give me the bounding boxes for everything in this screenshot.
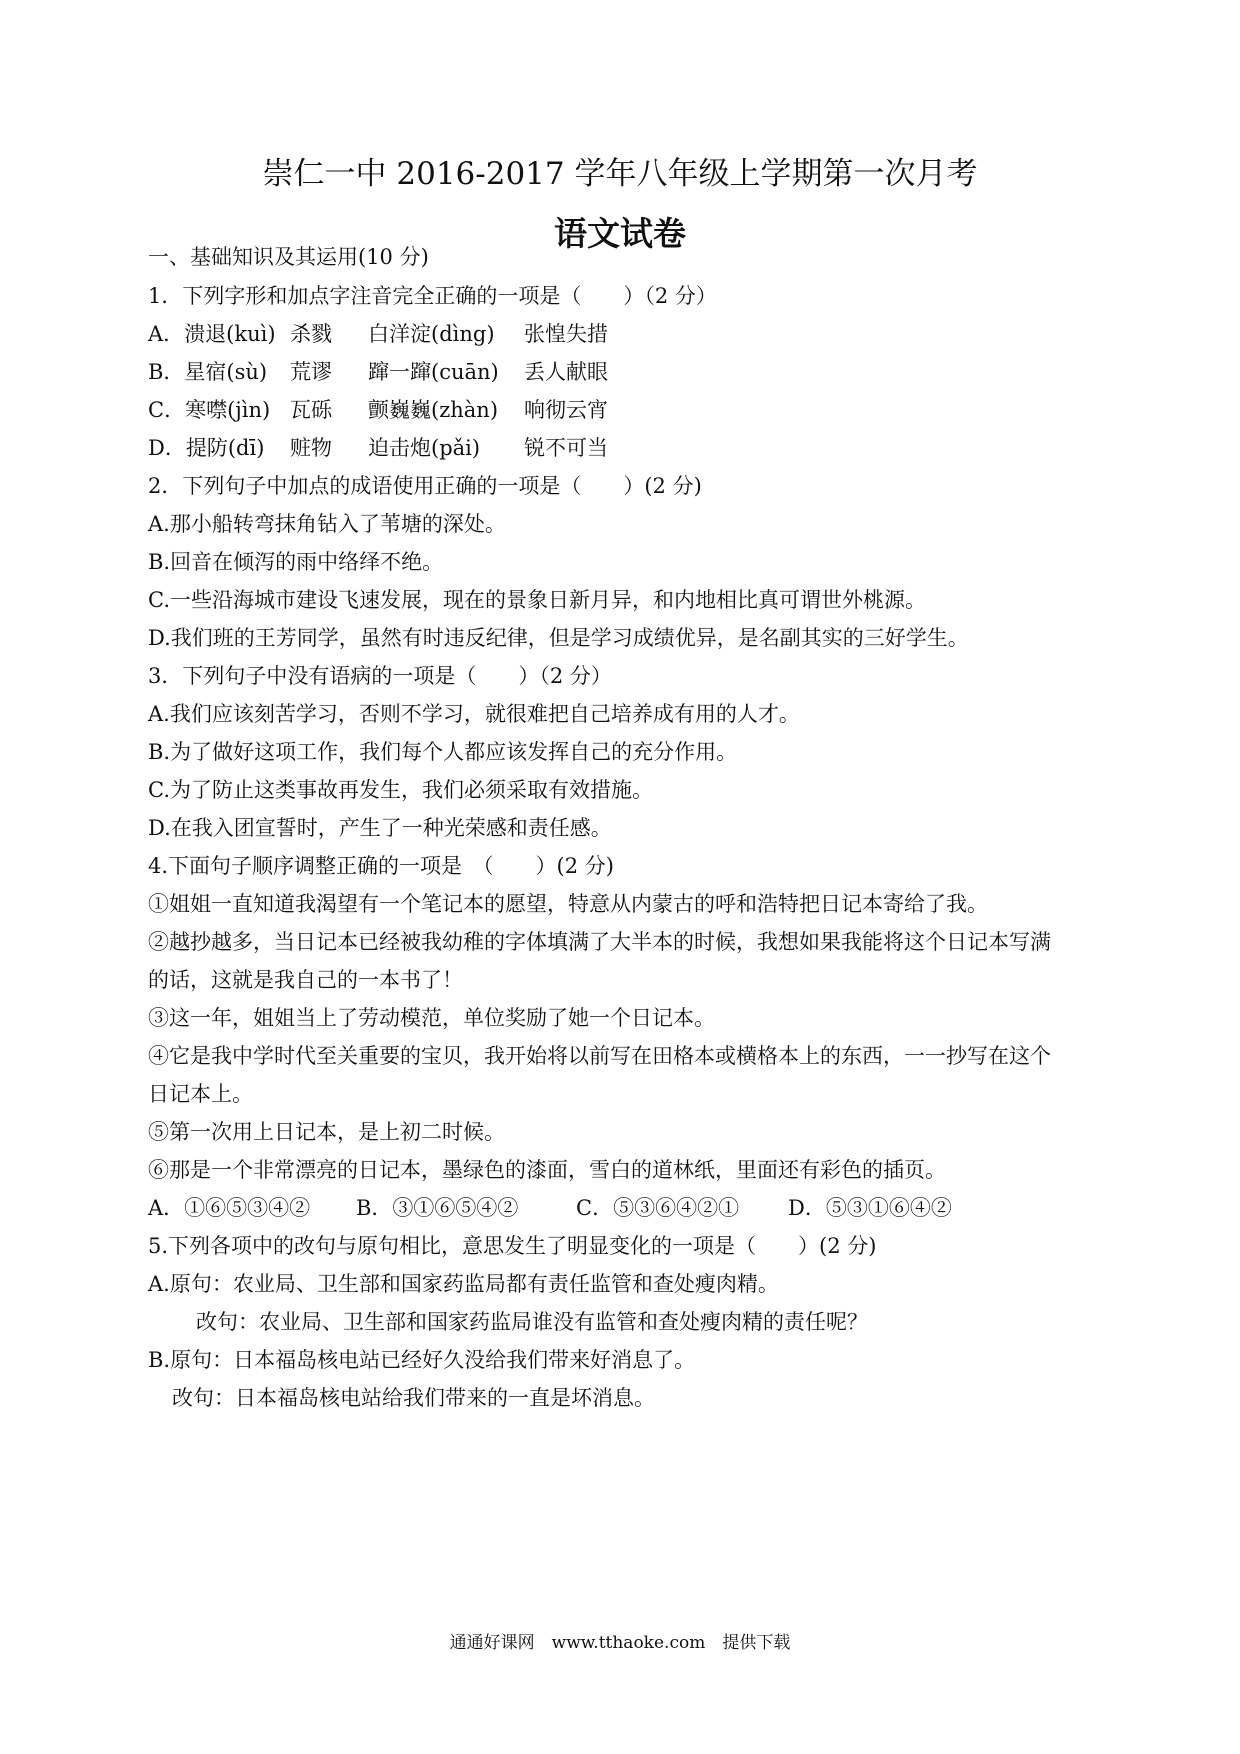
q4-option-c: C．⑤③⑥④②① [576,1196,740,1220]
q1-a-col2: 杀戮 [290,322,332,346]
q4-sentence: ①姐姐一直知道我渴望有一个笔记本的愿望，特意从内蒙古的呼和浩特把日记本寄给了我。 [148,892,988,916]
q5-option-b-original: B.原句：日本福岛核电站已经好久没给我们带来好消息了。 [148,1348,696,1372]
q2-option-c: C.一些沿海城市建设飞速发展，现在的景象日新月异，和内地相比真可谓世外桃源。 [148,588,926,612]
q1-b-col2: 荒谬 [290,360,332,384]
q5-stem: 5.下列各项中的改句与原句相比，意思发生了明显变化的一项是（ ）(2 分) [148,1234,877,1258]
q1-b-col4: 丢人献眼 [524,360,608,384]
q3-option-d: D.在我入团宣誓时，产生了一种光荣感和责任感。 [148,816,612,840]
q4-sentence: ②越抄越多，当日记本已经被我幼稚的字体填满了大半本的时候，我想如果我能将这个日记本写满 [148,930,1051,954]
q4-sentence: ⑤第一次用上日记本，是上初二时候。 [148,1120,505,1144]
q5-option-a-revised: 改句：农业局、卫生部和国家药监局谁没有监管和查处瘦肉精的责任呢？ [196,1310,868,1334]
q3-stem: 3．下列句子中没有语病的一项是（ ）（2 分） [148,664,612,688]
q1-d-col4: 锐不可当 [524,436,608,460]
q1-c-col2: 瓦砾 [290,398,332,422]
q1-c-col4: 响彻云宵 [524,398,608,422]
exam-subtitle: 语文试卷 [554,214,686,253]
q4-stem: 4.下面句子顺序调整正确的一项是 （ ）(2 分) [148,854,614,878]
q1-d-col1: D．提防(dī) [148,436,265,460]
q1-a-col4: 张惶失措 [524,322,608,346]
exam-title: 崇仁一中 2016-2017 学年八年级上学期第一次月考 [262,156,978,192]
q2-option-a: A.那小船转弯抹角钻入了苇塘的深处。 [148,512,506,536]
q1-d-col3: 迫击炮(pǎi) [368,436,481,460]
q1-b-col3: 蹿一蹿(cuān) [368,360,499,384]
section-heading: 一、基础知识及其运用(10 分) [148,245,429,269]
q1-c-col3: 颤巍巍(zhàn) [368,398,499,422]
q1-c-col1: C．寒噤(jìn) [148,398,271,422]
q3-option-a: A.我们应该刻苦学习，否则不学习，就很难把自己培养成有用的人才。 [148,702,800,726]
q1-a-col3: 白洋淀(dìng) [368,322,495,346]
q5-option-a-original: A.原句：农业局、卫生部和国家药监局都有责任监管和查处瘦肉精。 [148,1272,779,1296]
q4-option-d: D．⑤③①⑥④② [788,1196,952,1220]
q2-stem: 2．下列句子中加点的成语使用正确的一项是（ ）(2 分) [148,474,702,498]
q3-option-b: B.为了做好这项工作，我们每个人都应该发挥自己的充分作用。 [148,740,738,764]
q2-option-d: D.我们班的王芳同学，虽然有时违反纪律，但是学习成绩优异，是名副其实的三好学生。 [148,626,969,650]
q4-sentence-continued: 日记本上。 [148,1082,253,1106]
q1-a-col1: A．溃退(kuì) [148,322,276,346]
q5-option-b-revised: 改句：日本福岛核电站给我们带来的一直是坏消息。 [172,1386,655,1410]
q4-sentence: ③这一年，姐姐当上了劳动模范，单位奖励了她一个日记本。 [148,1006,715,1030]
q4-sentence: ④它是我中学时代至关重要的宝贝，我开始将以前写在田格本或横格本上的东西，一一抄写在这个 [148,1044,1051,1068]
q4-option-a: A．①⑥⑤③④② [148,1196,311,1220]
q1-b-col1: B．星宿(sù) [148,360,268,384]
page-footer: 通通好课网 www.tthaoke.com 提供下载 [449,1633,791,1653]
q3-option-c: C.为了防止这类事故再发生，我们必须采取有效措施。 [148,778,653,802]
q1-stem: 1．下列字形和加点字注音完全正确的一项是（ ）（2 分） [148,284,717,308]
q2-option-b: B.回音在倾泻的雨中络绎不绝。 [148,550,444,574]
q1-d-col2: 赃物 [290,436,332,460]
q4-sentence: ⑥那是一个非常漂亮的日记本，墨绿色的漆面，雪白的道林纸，里面还有彩色的插页。 [148,1158,946,1182]
q4-option-b: B．③①⑥⑤④② [356,1196,519,1220]
q4-sentence-continued: 的话，这就是我自己的一本书了！ [148,968,463,992]
